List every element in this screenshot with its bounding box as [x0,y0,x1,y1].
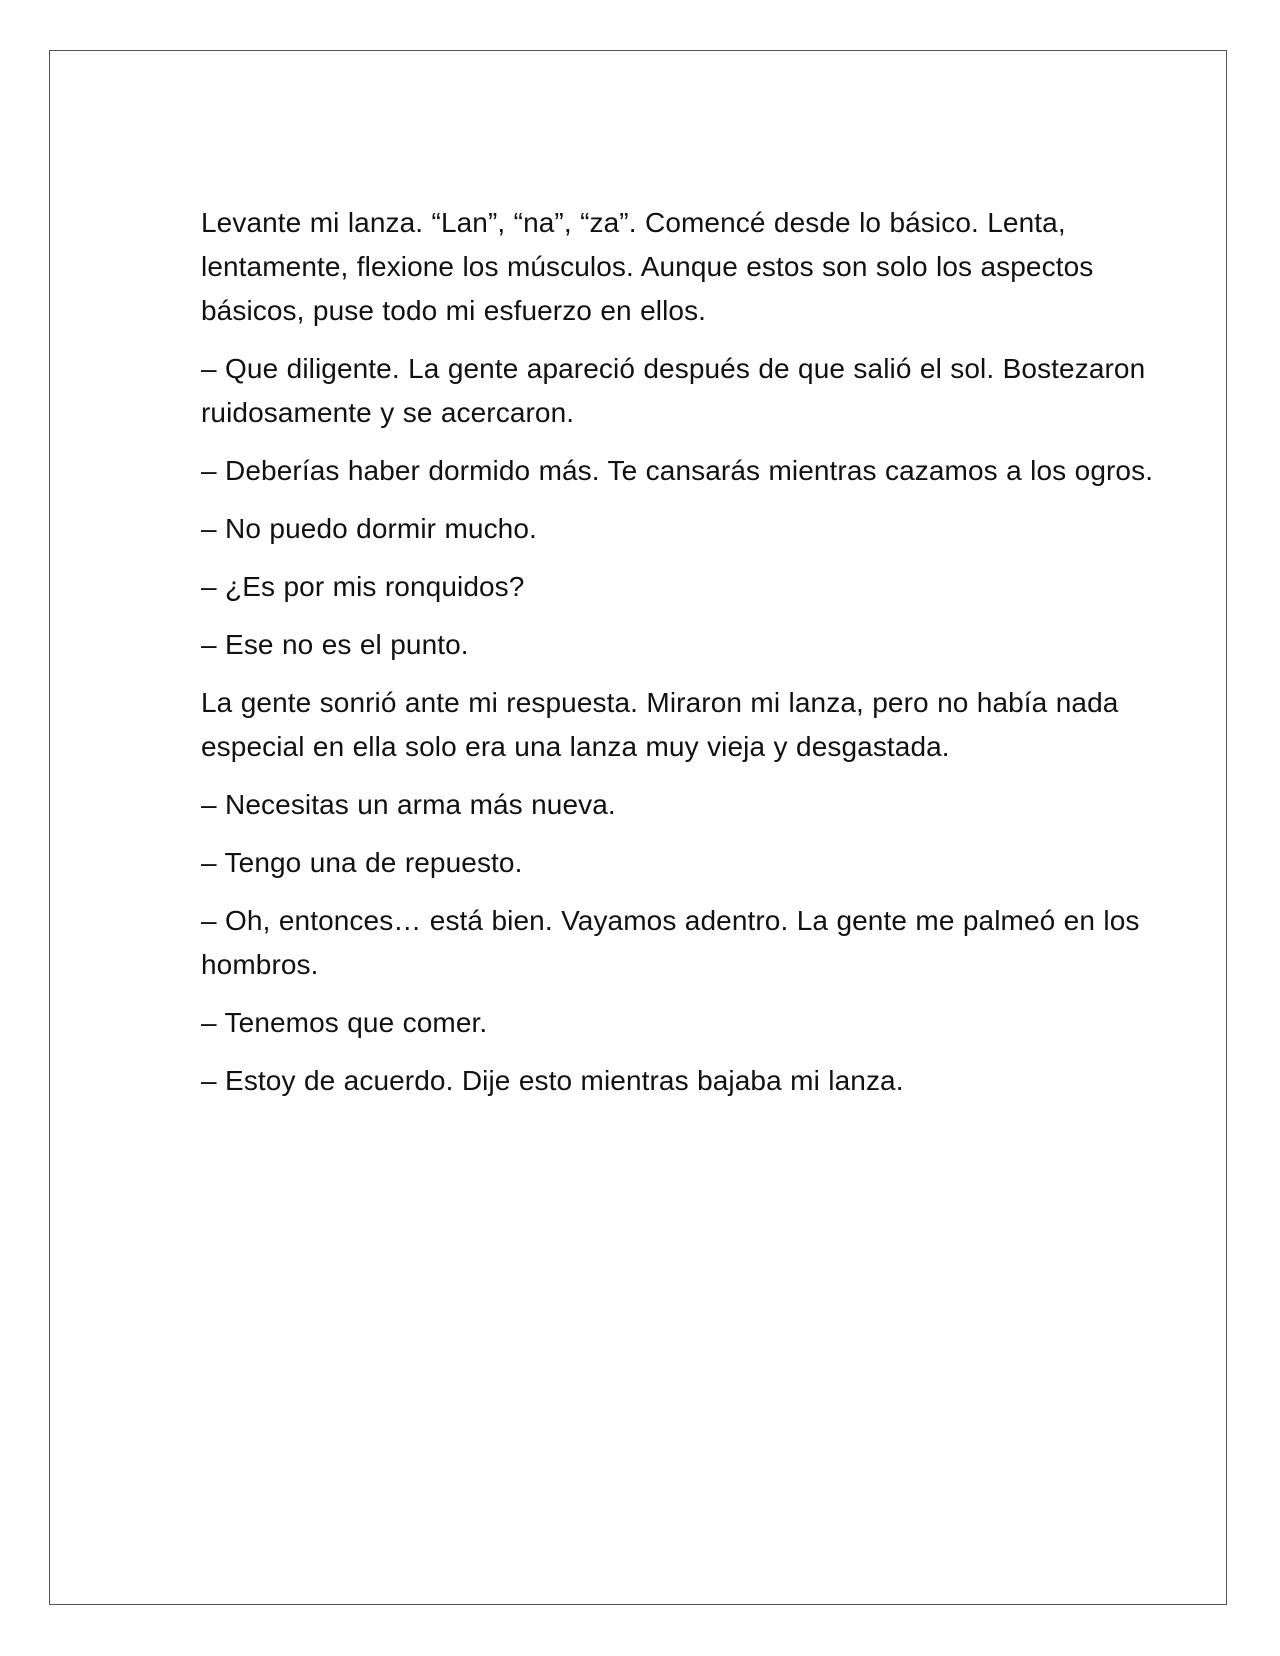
paragraph: – ¿Es por mis ronquidos? [201,571,525,602]
paragraph: – Estoy de acuerdo. Dije esto mientras bajaba mi lanza. [201,1065,904,1096]
paragraph: – Ese no es el punto. [201,629,469,660]
paragraph: – Que diligente. La gente apareció después de que salió el sol. Bostezaron ruidosamente y se acercaron. [201,353,1146,428]
document-page [49,50,1227,1605]
paragraph: Levante mi lanza. “Lan”, “na”, “za”. Comencé desde lo básico. Lenta, lentamente, flexione los músculos. Aunque estos son solo los aspectos básicos, puse todo mi esfuerzo en ellos. [201,207,1094,326]
paragraph: – Tengo una de repuesto. [201,847,523,878]
paragraph: – Tenemos que comer. [201,1007,488,1038]
paragraph: – Necesitas un arma más nueva. [201,789,616,820]
paragraph: La gente sonrió ante mi respuesta. Miraron mi lanza, pero no había nada especial en ella solo era una lanza muy vieja y desgastada. [201,687,1119,762]
paragraph: – Deberías haber dormido más. Te cansarás mientras cazamos a los ogros. [201,455,1154,486]
paragraph: – Oh, entonces… está bien. Vayamos adentro. La gente me palmeó en los hombros. [201,905,1140,980]
paragraph: – No puedo dormir mucho. [201,513,537,544]
document-body [201,201,1181,1117]
